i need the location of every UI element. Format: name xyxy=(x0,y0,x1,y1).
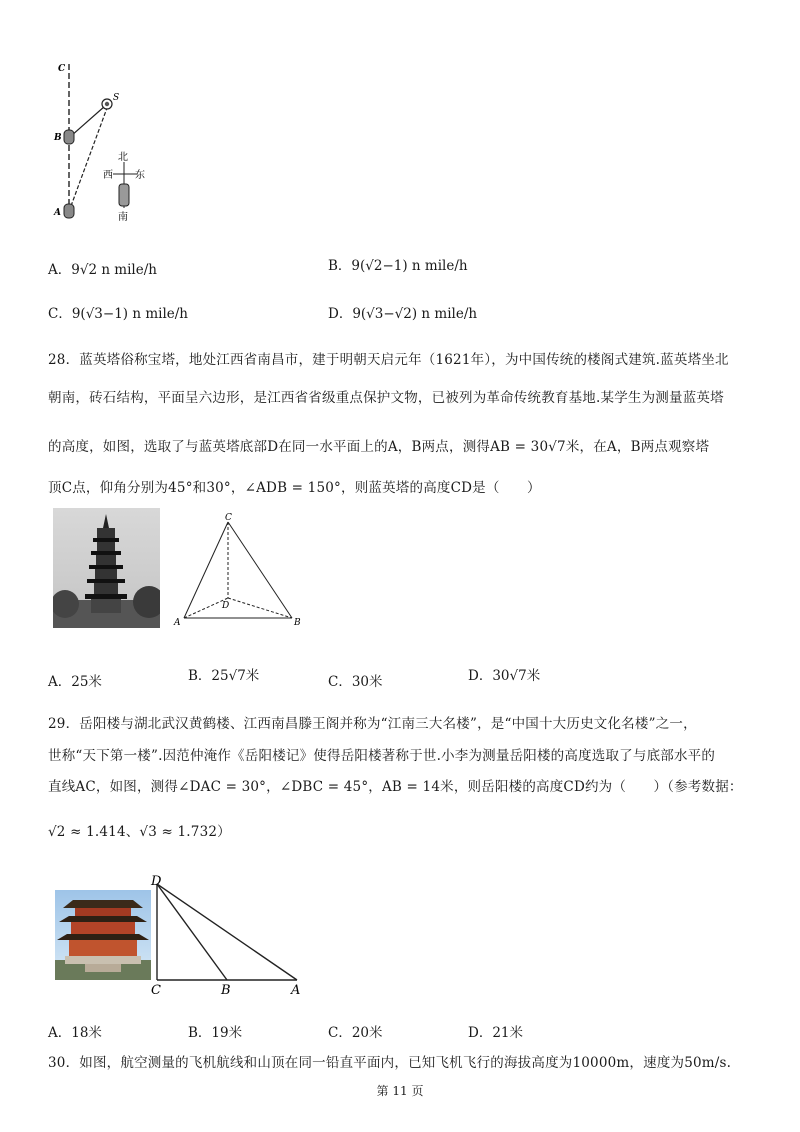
q28-option-c xyxy=(328,670,383,690)
q28-option-a-label: A． xyxy=(48,674,72,690)
q27-option-b-text: 9(√2−1) n mile/h xyxy=(351,258,468,274)
q28-figure xyxy=(170,510,310,632)
q27-label-south: 南 xyxy=(118,212,128,223)
q29-option-c-label: C． xyxy=(328,1025,352,1041)
q27-option-d-label: D． xyxy=(328,306,353,322)
q28-label-d: D xyxy=(222,601,230,611)
q29-option-b xyxy=(188,1021,242,1041)
q29-tower-photo xyxy=(55,890,151,980)
q29-label-d: D xyxy=(151,874,162,889)
q27-option-a-label: A． xyxy=(48,262,72,278)
q29-line-1: 29．岳阳楼与湖北武汉黄鹤楼、江西南昌滕王阁并称为“江南三大名楼”，是“中国十大历史文化名楼”之一， xyxy=(48,716,697,732)
q27-label-north: 北 xyxy=(118,152,128,163)
q27-option-c-text: 9(√3−1) n mile/h xyxy=(71,306,189,322)
q27-option-b-label: B． xyxy=(328,258,352,274)
q27-label-east: 东 xyxy=(135,170,145,181)
q29-option-b-label: B． xyxy=(188,1025,212,1041)
q27-option-d xyxy=(328,302,477,322)
q29-label-b: B xyxy=(221,983,231,998)
q30-line-1: 30．如图，航空测量的飞机航线和山顶在同一铅直平面内，已知飞机飞行的海拔高度为10000m，速度为50m/s. xyxy=(48,1055,732,1071)
q28-option-d-text: 30√7米 xyxy=(492,668,541,684)
q27-figure xyxy=(45,58,155,228)
q27-option-c xyxy=(48,302,188,322)
q27-label-west: 西 xyxy=(103,170,113,181)
q29-option-a-text: 18米 xyxy=(71,1025,102,1041)
q29-option-b-text: 19米 xyxy=(211,1025,243,1041)
q28-line-3: 的高度，如图，选取了与蓝英塔底部D在同一水平面上的A，B两点，测得AB = 30√7米，在A，B两点观察塔 xyxy=(48,439,710,455)
q29-figure xyxy=(145,872,315,998)
q28-option-d xyxy=(468,664,540,684)
q29-option-a xyxy=(48,1021,102,1041)
q27-label-a: A xyxy=(54,208,61,218)
q28-line-1: 28．蓝英塔俗称宝塔，地处江西省南昌市，建于明朝天启元年（1621年），为中国传统的楼阁式建筑.蓝英塔坐北 xyxy=(48,352,729,368)
q29-label-c: C xyxy=(151,983,161,998)
q28-option-b xyxy=(188,664,259,684)
q28-option-c-label: C． xyxy=(328,674,352,690)
q28-line-4: 顶C点，仰角分别为45°和30°，∠ADB = 150°，则蓝英塔的高度CD是（ ） xyxy=(48,480,541,496)
q29-option-c xyxy=(328,1021,383,1041)
q27-option-b xyxy=(328,254,468,274)
q28-pagoda-photo xyxy=(53,508,160,628)
q27-option-a xyxy=(48,258,157,278)
q28-label-c: C xyxy=(225,513,232,523)
q28-option-b-text: 25√7米 xyxy=(211,668,260,684)
q28-label-b: B xyxy=(294,618,301,628)
q29-option-c-text: 20米 xyxy=(351,1025,383,1041)
q29-option-d xyxy=(468,1021,523,1041)
q28-option-b-label: B． xyxy=(188,668,212,684)
page-number: 第 11 页 xyxy=(376,1084,424,1098)
q27-label-b: B xyxy=(54,133,62,143)
q29-option-a-label: A． xyxy=(48,1025,72,1041)
q27-label-s: S xyxy=(113,93,120,103)
q27-option-a-text: 9√2 n mile/h xyxy=(71,262,157,278)
q27-label-c: C xyxy=(58,64,66,74)
q29-option-d-text: 21米 xyxy=(492,1025,524,1041)
q28-label-a: A xyxy=(174,618,181,628)
q27-option-c-label: C． xyxy=(48,306,72,322)
q27-option-d-text: 9(√3−√2) n mile/h xyxy=(352,306,478,322)
q29-label-a: A xyxy=(291,983,301,998)
q29-line-4: √2 ≈ 1.414、√3 ≈ 1.732） xyxy=(48,824,231,840)
q28-option-a-text: 25米 xyxy=(71,674,102,690)
q29-line-3: 直线AC，如图，测得∠DAC = 30°，∠DBC = 45°，AB = 14米，则岳阳楼的高度CD约为（ ）（参考数据： xyxy=(48,779,743,795)
q29-option-d-label: D． xyxy=(468,1025,493,1041)
q28-option-c-text: 30米 xyxy=(351,674,383,690)
q29-line-2: 世称“天下第一楼”.因范仲淹作《岳阳楼记》使得岳阳楼著称于世.小李为测量岳阳楼的高度选取了与底部水平的 xyxy=(48,748,716,764)
q28-line-2: 朝南，砖石结构，平面呈六边形，是江西省省级重点保护文物，已被列为革命传统教育基地.某学生为测量蓝英塔 xyxy=(48,390,724,406)
q28-option-d-label: D． xyxy=(468,668,493,684)
q28-option-a xyxy=(48,670,102,690)
